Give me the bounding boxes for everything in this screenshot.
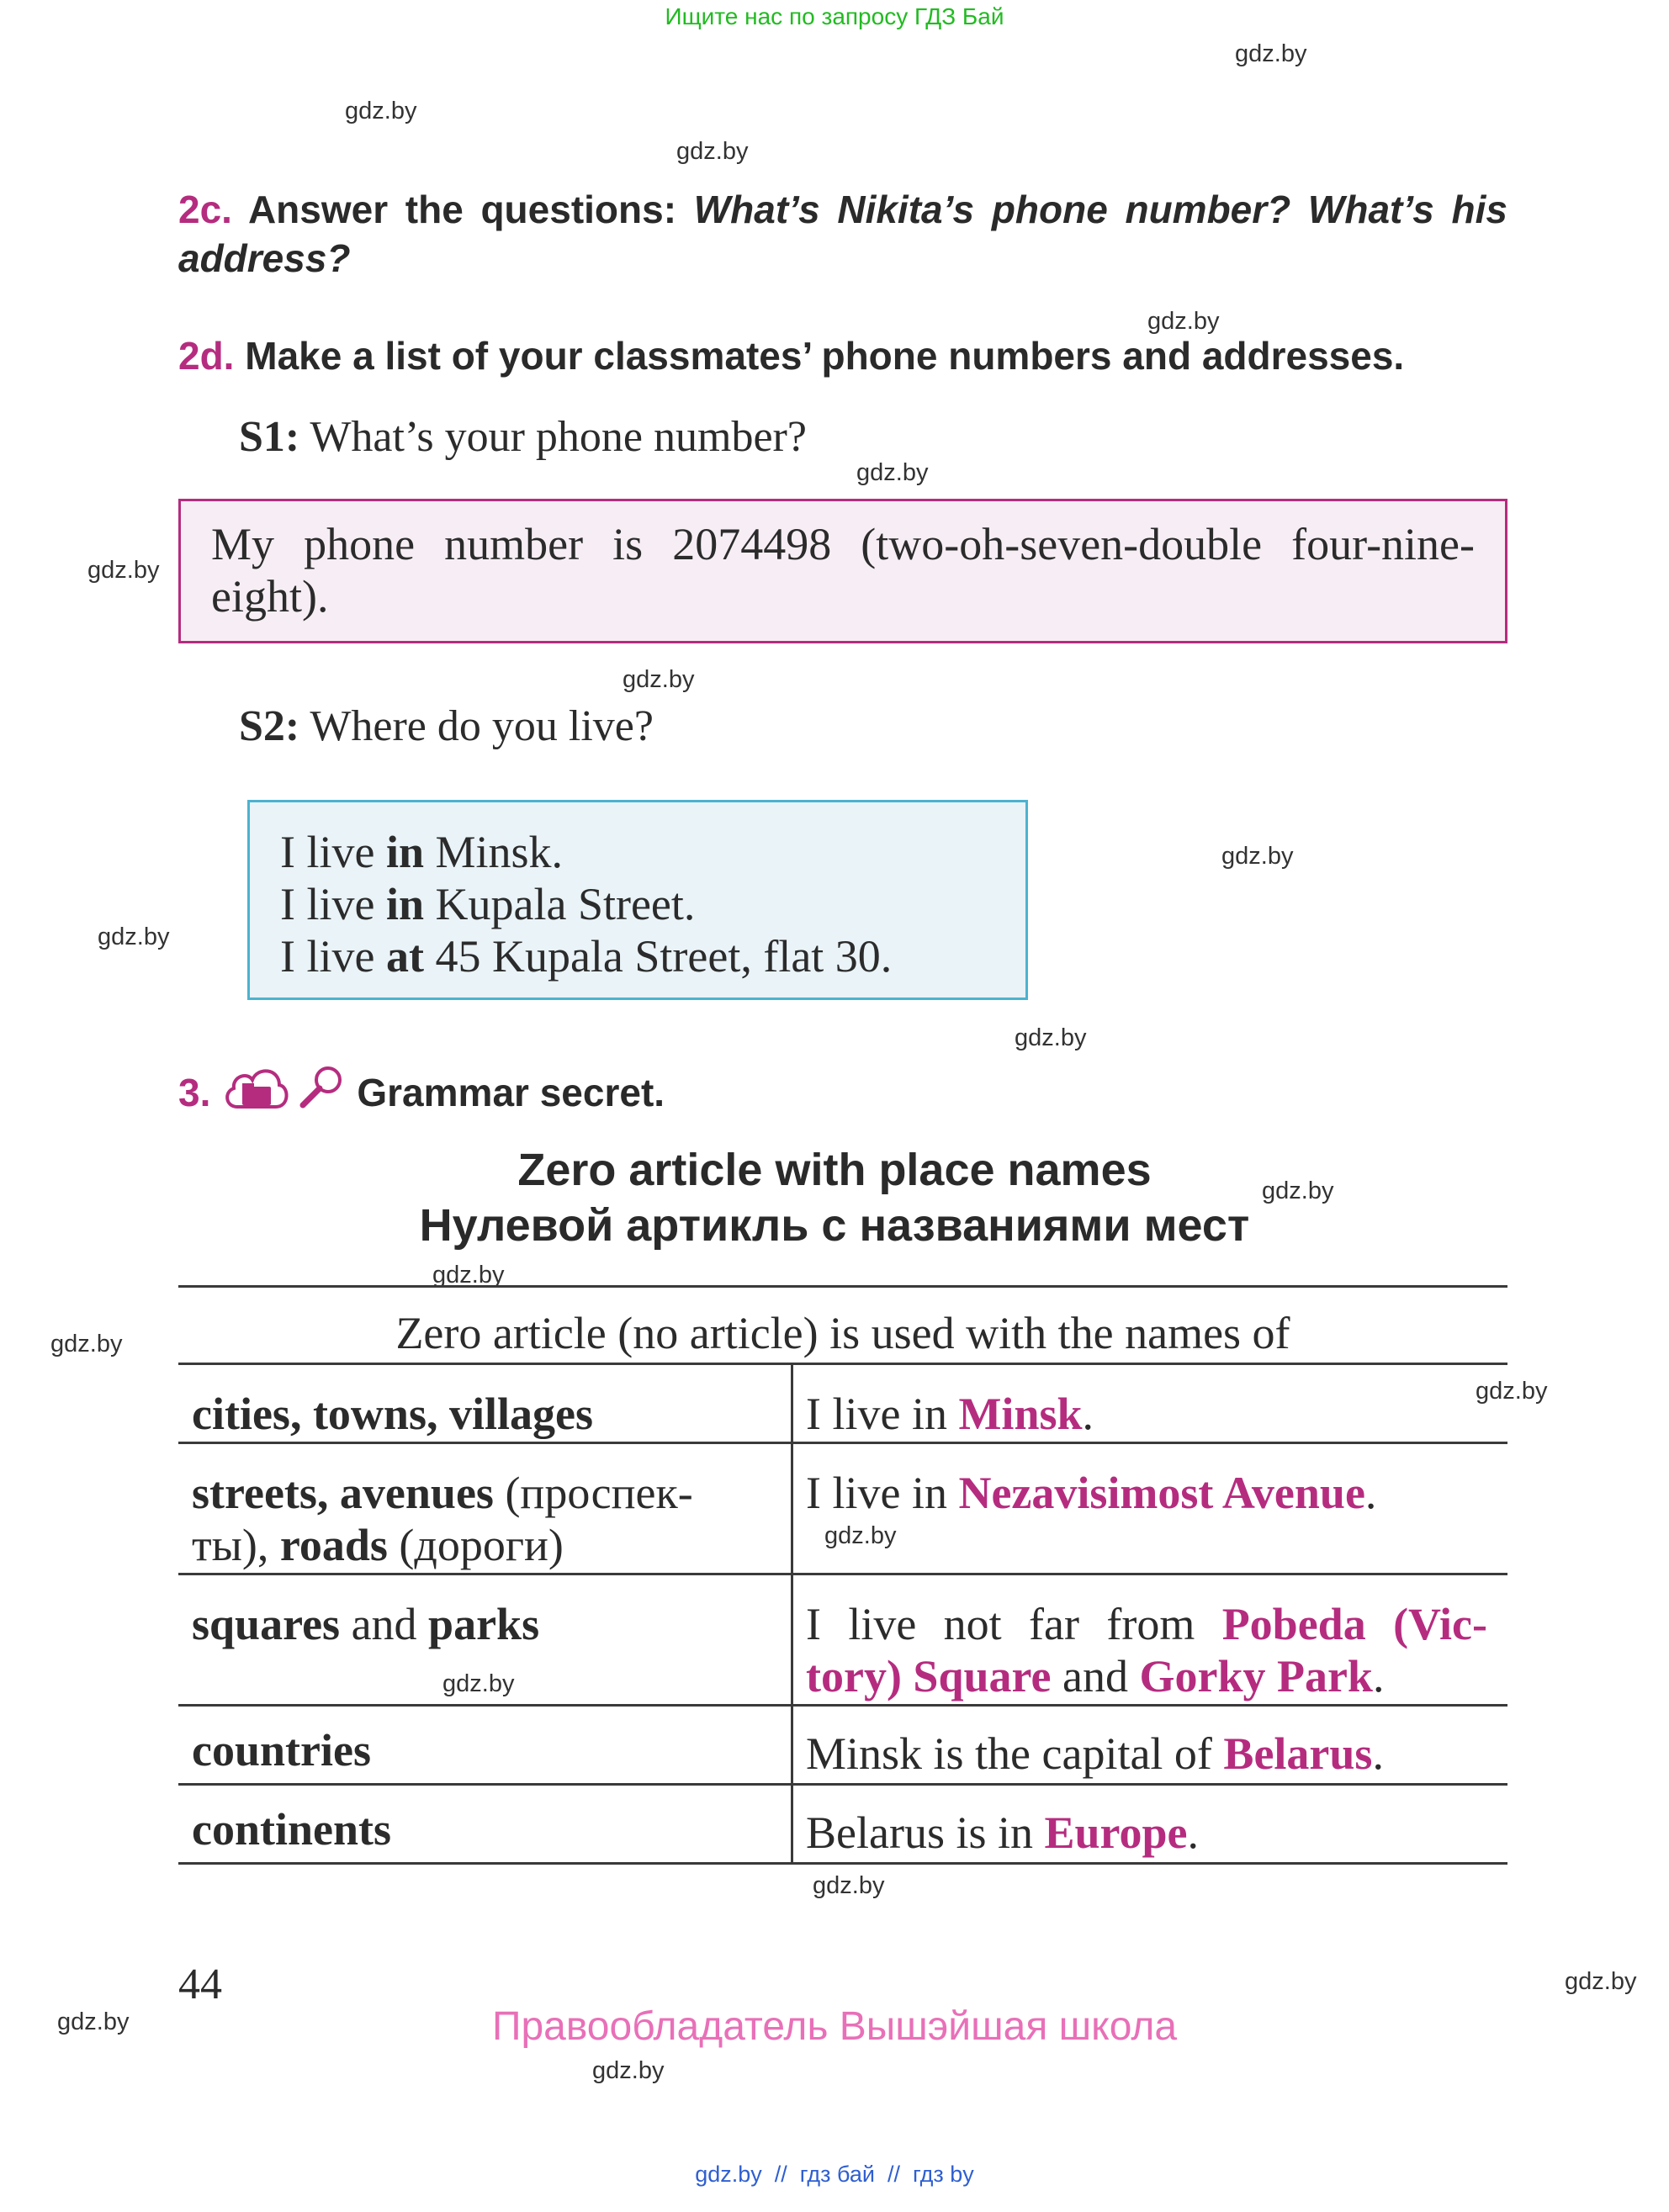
answer-line: I live in Minsk.	[280, 827, 564, 877]
table-rule	[178, 1862, 1507, 1865]
watermark: gdz.by	[1235, 40, 1307, 67]
table-row-example: Belarus is in Europe.	[806, 1807, 1200, 1858]
watermark: gdz.by	[1262, 1177, 1334, 1204]
table-row-category: countries	[192, 1725, 371, 1775]
task-text: Grammar secret.	[357, 1070, 665, 1114]
watermark: gdz.by	[856, 459, 929, 486]
watermark: gdz.by	[1476, 1378, 1548, 1405]
table-rule	[178, 1363, 1507, 1365]
table-row-example: Minsk is the capital of Belarus.	[806, 1728, 1384, 1779]
task-number: 2c.	[178, 188, 232, 231]
task-number: 3.	[178, 1070, 211, 1114]
table-row-category: streets, avenues (проспек- ты), roads (дороги)	[192, 1468, 693, 1570]
task-2d	[178, 333, 1404, 378]
page-number: 44	[178, 1961, 222, 2008]
table-row-category: squares and parks	[192, 1599, 540, 1649]
watermark: gdz.by	[50, 1331, 123, 1357]
phone-answer-box: My phone number is 2074498 (two-oh-seven-double four-nine-eight).	[178, 499, 1507, 643]
footer-links[interactable]: gdz.by // гдз бай // гдз by	[695, 2162, 974, 2187]
task-text: Make a list of your classmates’ phone numbers and addresses.	[245, 334, 1405, 378]
task-number: 2d.	[178, 334, 235, 378]
grammar-title-en: Zero article with place names	[517, 1145, 1152, 1195]
watermark: gdz.by	[87, 557, 160, 584]
table-rule	[178, 1704, 1507, 1707]
address-answer-box	[247, 800, 1028, 1000]
watermark: gdz.by	[1221, 843, 1294, 870]
table-rule	[178, 1442, 1507, 1444]
watermark: gdz.by	[676, 138, 749, 165]
table-row-category: continents	[192, 1804, 392, 1855]
answer-line: I live at 45 Kupala Street, flat 30.	[280, 931, 893, 982]
watermark: gdz.by	[824, 1522, 897, 1549]
table-row-example: I live in Minsk.	[806, 1389, 1094, 1439]
table-rule	[178, 1573, 1507, 1575]
speaker-s2	[239, 701, 654, 751]
copyright-notice: Правообладатель Вышэйшая школа	[491, 2004, 1178, 2049]
watermark: gdz.by	[1015, 1024, 1087, 1051]
watermark: gdz.by	[623, 666, 695, 693]
cloud-folder-icon	[222, 1061, 289, 1123]
task-2c	[178, 185, 1507, 283]
table-intro: Zero article (no article) is used with the names of	[395, 1308, 1290, 1358]
watermark: gdz.by	[1565, 1968, 1637, 1995]
speaker-text: Where do you live?	[310, 702, 654, 750]
speaker-s1	[239, 412, 807, 462]
table-row-example: I live not far from Pobeda (Vic-tory) Square and Gorky Park.	[806, 1599, 1487, 1701]
watermark: gdz.by	[442, 1670, 515, 1697]
table-rule	[178, 1783, 1507, 1786]
task-questions: What’s Nikita’s phone number? What’s his address?	[178, 188, 1508, 280]
watermark: gdz.by	[592, 2057, 665, 2084]
speaker-label: S1:	[239, 413, 300, 461]
watermark: gdz.by	[345, 98, 417, 124]
magnifier-icon	[298, 1063, 347, 1121]
table-row-example: I live in Nezavisimost Avenue.	[806, 1468, 1377, 1518]
task-text: Answer the questions:	[247, 188, 677, 231]
watermark: gdz.by	[432, 1262, 505, 1289]
table-column-divider	[791, 1363, 793, 1862]
watermark: gdz.by	[1147, 308, 1220, 335]
table-row-category: cities, towns, villages	[192, 1389, 593, 1439]
top-banner: Ищите нас по запросу ГДЗ Бай	[665, 3, 1004, 29]
grammar-title-ru: Нулевой артикль с названиями мест	[419, 1200, 1250, 1251]
speaker-text: What’s your phone number?	[310, 413, 807, 461]
table-rule	[178, 1285, 1507, 1288]
answer-line: I live in Kupala Street.	[280, 879, 696, 929]
watermark: gdz.by	[57, 2008, 130, 2035]
watermark: gdz.by	[813, 1872, 885, 1899]
task-3	[178, 1061, 665, 1123]
watermark: gdz.by	[98, 923, 170, 950]
speaker-label: S2:	[239, 702, 300, 750]
